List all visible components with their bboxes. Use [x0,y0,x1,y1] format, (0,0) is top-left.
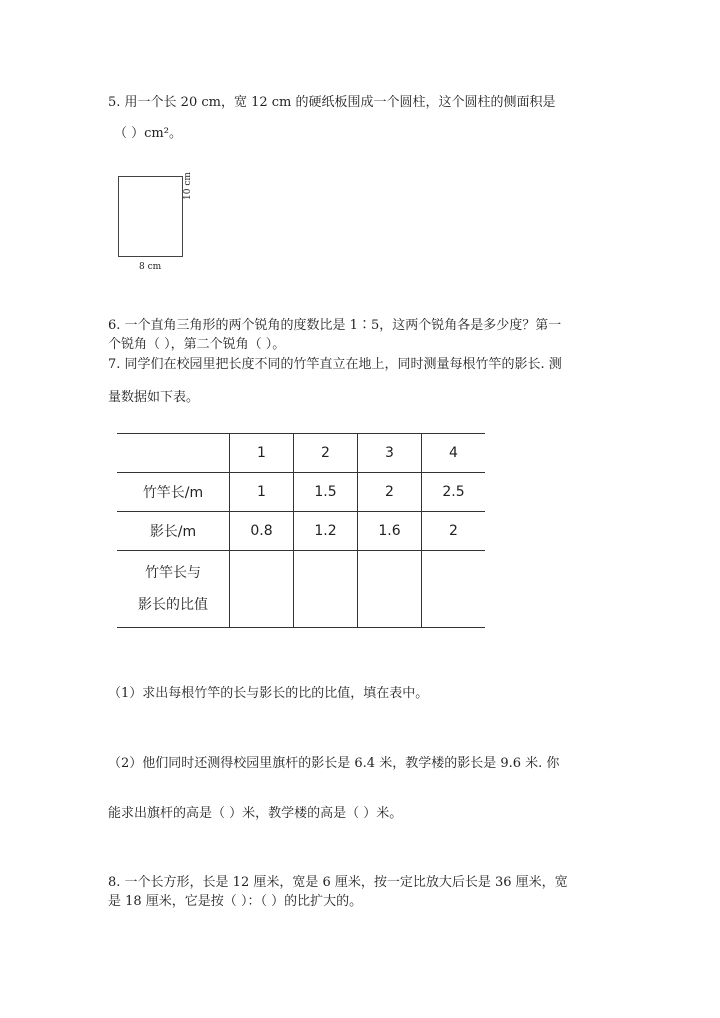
answer-cell[interactable] [230,551,294,628]
row-label-ratio [117,551,230,628]
q7-line-2: 量数据如下表。 [108,390,200,405]
q7-sub-2-line-2: 能求出旗杆的高是（ ）米，教学楼的高是（ ）米。 [108,806,403,821]
q7-sub-1: （1）求出每根竹竿的长与影长的比的比值，填在表中。 [108,686,429,701]
table-header-cell: 1 [230,434,294,473]
q8-line-1: 8. 一个长方形，长是 12 厘米，宽是 6 厘米，按一定比放大后长是 36 厘米，宽 [108,875,568,890]
table-row [117,512,485,551]
q5-line-1: 5. 用一个长 20 cm，宽 12 cm 的硬纸板围成一个圆柱，这个圆柱的侧面积是 [108,95,556,110]
q8-line-2: 是 18 厘米，它是按（ ）：（ ）的比扩大的。 [108,894,363,909]
table-cell: 1.6 [358,512,422,551]
ratio-label-line-1: 竹竿长与 [145,565,201,581]
rectangle-shape [118,176,183,257]
table-cell: 1.5 [294,473,358,512]
answer-cell[interactable] [422,551,486,628]
bamboo-shadow-table [117,433,485,628]
row-label-shadow-length: 影长/m [117,512,230,551]
table-header-cell: 3 [358,434,422,473]
table-cell: 1.2 [294,512,358,551]
table-row-ratio [117,551,485,628]
table-cell: 2 [422,512,486,551]
rectangle-width-label: 8 cm [139,262,162,272]
table-cell: 2.5 [422,473,486,512]
answer-cell[interactable] [294,551,358,628]
q6-line-1: 6. 一个直角三角形的两个锐角的度数比是 1∶5，这两个锐角各是多少度？第一 [108,318,562,333]
answer-cell[interactable] [358,551,422,628]
table-cell: 1 [230,473,294,512]
table-header-cell: 4 [422,434,486,473]
table-row [117,473,485,512]
q7-sub-2-line-1: （2）他们同时还测得校园里旗杆的影长是 6.4 米，教学楼的影长是 9.6 米. 你 [108,756,560,771]
table-cell: 0.8 [230,512,294,551]
row-label-bamboo-length: 竹竿长/m [117,473,230,512]
table-cell: 2 [358,473,422,512]
table-header-cell [117,434,230,473]
ratio-label-line-2: 影长的比值 [138,597,208,613]
table-header-cell: 2 [294,434,358,473]
q5-line-2: （ ）cm²。 [114,126,182,141]
rectangle-height-label: 10 cm [183,172,193,200]
table-header-row [117,434,485,473]
q6-line-2: 个锐角（ ），第二个锐角（ ）。 [108,337,286,352]
q7-line-1: 7. 同学们在校园里把长度不同的竹竿直立在地上，同时测量每根竹竿的影长. 测 [108,357,562,372]
